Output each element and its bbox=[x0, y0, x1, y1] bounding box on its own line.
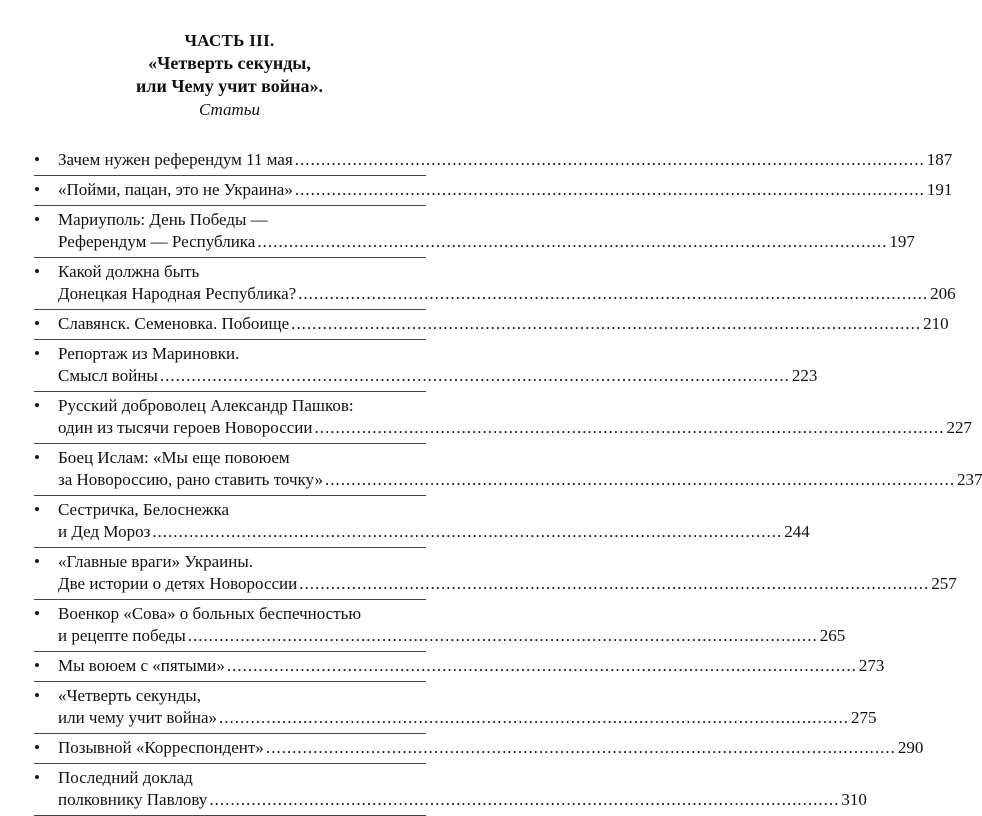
toc-entry-title-line: «Пойми, пацан, это не Украина» bbox=[58, 180, 293, 199]
toc-entry-title-line: за Новороссию, рано ставить точку» bbox=[58, 470, 323, 489]
dot-leader bbox=[160, 365, 790, 387]
page-number: 227 bbox=[946, 418, 973, 437]
toc-entry-body bbox=[58, 499, 810, 543]
toc-entry-title-line: Славянск. Семеновка. Побоище bbox=[58, 314, 290, 333]
dot-leader bbox=[227, 655, 857, 677]
page-number: 187 bbox=[926, 150, 953, 169]
toc-entry-last-line bbox=[58, 737, 923, 759]
table-of-contents bbox=[34, 146, 982, 816]
toc-entry-last-line bbox=[58, 179, 952, 201]
toc-entry-body bbox=[58, 551, 957, 595]
toc-entry[interactable] bbox=[34, 548, 957, 600]
page-number: 290 bbox=[897, 738, 924, 757]
toc-entry-body bbox=[58, 737, 923, 759]
toc-entry-body bbox=[58, 313, 949, 335]
toc-entry[interactable] bbox=[34, 176, 953, 206]
toc-entry[interactable] bbox=[34, 310, 949, 340]
part-subtitle-line-1: «Четверть секунды, bbox=[148, 53, 311, 73]
toc-entry[interactable] bbox=[34, 444, 982, 496]
toc-entry-title-line: Зачем нужен референдум 11 мая bbox=[58, 150, 293, 169]
dot-leader bbox=[257, 231, 887, 253]
toc-entry-title-line: Последний доклад bbox=[58, 768, 193, 787]
toc-entry-body bbox=[58, 685, 877, 729]
toc-entry-title-line: Мы воюем с «пятыми» bbox=[58, 656, 225, 675]
toc-entry-body bbox=[58, 179, 952, 201]
bullet-icon: • bbox=[34, 738, 40, 757]
toc-entry-last-line bbox=[58, 313, 949, 335]
dot-leader bbox=[188, 625, 818, 647]
toc-entry-last-line bbox=[58, 707, 877, 729]
toc-entry-last-line bbox=[58, 469, 982, 491]
toc-entry[interactable] bbox=[34, 258, 956, 310]
toc-entry-body bbox=[58, 149, 952, 171]
bullet-icon: • bbox=[34, 604, 40, 623]
toc-entry-last-line bbox=[58, 655, 884, 677]
toc-entry[interactable] bbox=[34, 496, 810, 548]
toc-entry-body bbox=[58, 261, 956, 305]
bullet-icon: • bbox=[34, 396, 40, 415]
bullet-icon: • bbox=[34, 768, 40, 787]
toc-entry-last-line bbox=[58, 417, 972, 439]
toc-entry-title-line: или чему учит война» bbox=[58, 708, 218, 727]
toc-entry[interactable] bbox=[34, 764, 867, 816]
toc-entry-title-line: и Дед Мороз bbox=[58, 522, 151, 541]
toc-entry-title-line: Смысл войны bbox=[58, 366, 158, 385]
toc-entry-last-line bbox=[58, 365, 817, 387]
bullet-icon: • bbox=[34, 262, 40, 281]
page-number: 223 bbox=[791, 366, 818, 385]
toc-entry-title-line: Боец Ислам: «Мы еще повоюем bbox=[58, 448, 290, 467]
page-number: 191 bbox=[926, 180, 953, 199]
dot-leader bbox=[152, 521, 782, 543]
bullet-icon: • bbox=[34, 180, 40, 199]
bullet-icon: • bbox=[34, 448, 40, 467]
toc-entry-title-line: «Четверть секунды, bbox=[58, 686, 201, 705]
dot-leader bbox=[209, 789, 839, 811]
bullet-icon: • bbox=[34, 344, 40, 363]
toc-entry-title-line: Донецкая Народная Республика? bbox=[58, 284, 297, 303]
bullet-icon: • bbox=[34, 314, 40, 333]
toc-entry[interactable] bbox=[34, 600, 846, 652]
toc-entry-last-line bbox=[58, 789, 867, 811]
dot-leader bbox=[299, 573, 929, 595]
toc-entry-last-line bbox=[58, 231, 915, 253]
toc-entry[interactable] bbox=[34, 682, 877, 734]
page-number: 257 bbox=[931, 574, 957, 593]
toc-entry-title-line: Референдум — Республика bbox=[58, 232, 256, 251]
dot-leader bbox=[295, 179, 925, 201]
dot-leader bbox=[291, 313, 921, 335]
toc-entry[interactable] bbox=[34, 340, 818, 392]
toc-entry-title-line: «Главные враги» Украины. bbox=[58, 552, 254, 571]
toc-entry-title-line: Мариуполь: День Победы — bbox=[58, 210, 268, 229]
bullet-icon: • bbox=[34, 686, 40, 705]
toc-entry-body bbox=[58, 209, 915, 253]
toc-entry-title-line: Позывной «Корреспондент» bbox=[58, 738, 264, 757]
bullet-icon: • bbox=[34, 656, 40, 675]
bullet-icon: • bbox=[34, 210, 40, 229]
page-number: 244 bbox=[784, 522, 810, 541]
bullet-icon: • bbox=[34, 150, 40, 169]
toc-entry-last-line bbox=[58, 625, 845, 647]
section-label: Статьи bbox=[198, 100, 261, 119]
toc-entry-title-line: Какой должна быть bbox=[58, 262, 200, 281]
dot-leader bbox=[266, 737, 896, 759]
page-number: 210 bbox=[923, 314, 949, 333]
toc-entry-body bbox=[58, 655, 884, 677]
toc-entry[interactable] bbox=[34, 734, 924, 764]
toc-entry-title-line: один из тысячи героев Новороссии bbox=[58, 418, 313, 437]
toc-entry-body bbox=[58, 343, 817, 387]
page-number: 275 bbox=[851, 708, 877, 727]
dot-leader bbox=[295, 149, 925, 171]
toc-entry-body bbox=[58, 603, 845, 647]
page-number: 310 bbox=[841, 790, 867, 809]
toc-entry-title-line: и рецепте победы bbox=[58, 626, 186, 645]
bullet-icon: • bbox=[34, 500, 40, 519]
part-title: ЧАСТЬ III. bbox=[184, 31, 275, 50]
dot-leader bbox=[325, 469, 955, 491]
toc-entry-title-line: Сестричка, Белоснежка bbox=[58, 500, 230, 519]
toc-entry-title-line: Русский доброволец Александр Пашков: bbox=[58, 396, 354, 415]
toc-entry-last-line bbox=[58, 521, 810, 543]
dot-leader bbox=[298, 283, 928, 305]
toc-entry[interactable] bbox=[34, 146, 953, 176]
toc-entry[interactable] bbox=[34, 392, 973, 444]
toc-entry[interactable] bbox=[34, 652, 885, 682]
dot-leader bbox=[315, 417, 945, 439]
toc-entry-last-line bbox=[58, 573, 957, 595]
bullet-icon: • bbox=[34, 552, 40, 571]
toc-entry-last-line bbox=[58, 283, 956, 305]
toc-entry-last-line bbox=[58, 149, 952, 171]
page-number: 265 bbox=[819, 626, 846, 645]
section-header bbox=[0, 30, 459, 121]
toc-entry-title-line: Две истории о детях Новороссии bbox=[58, 574, 298, 593]
toc-entry-body bbox=[58, 767, 867, 811]
page-number: 206 bbox=[930, 284, 956, 303]
page-number: 237 bbox=[956, 470, 982, 489]
toc-entry-body bbox=[58, 447, 982, 491]
toc-entry[interactable] bbox=[34, 206, 915, 258]
page-number: 197 bbox=[889, 232, 915, 251]
toc-entry-body bbox=[58, 395, 972, 439]
dot-leader bbox=[219, 707, 849, 729]
toc-entry-title-line: Репортаж из Мариновки. bbox=[58, 344, 240, 363]
toc-entry-title-line: полковнику Павлову bbox=[58, 790, 208, 809]
page-number: 273 bbox=[858, 656, 885, 675]
toc-entry-title-line: Военкор «Сова» о больных беспечностью bbox=[58, 604, 362, 623]
part-subtitle-line-2: или Чему учит война». bbox=[135, 76, 323, 96]
